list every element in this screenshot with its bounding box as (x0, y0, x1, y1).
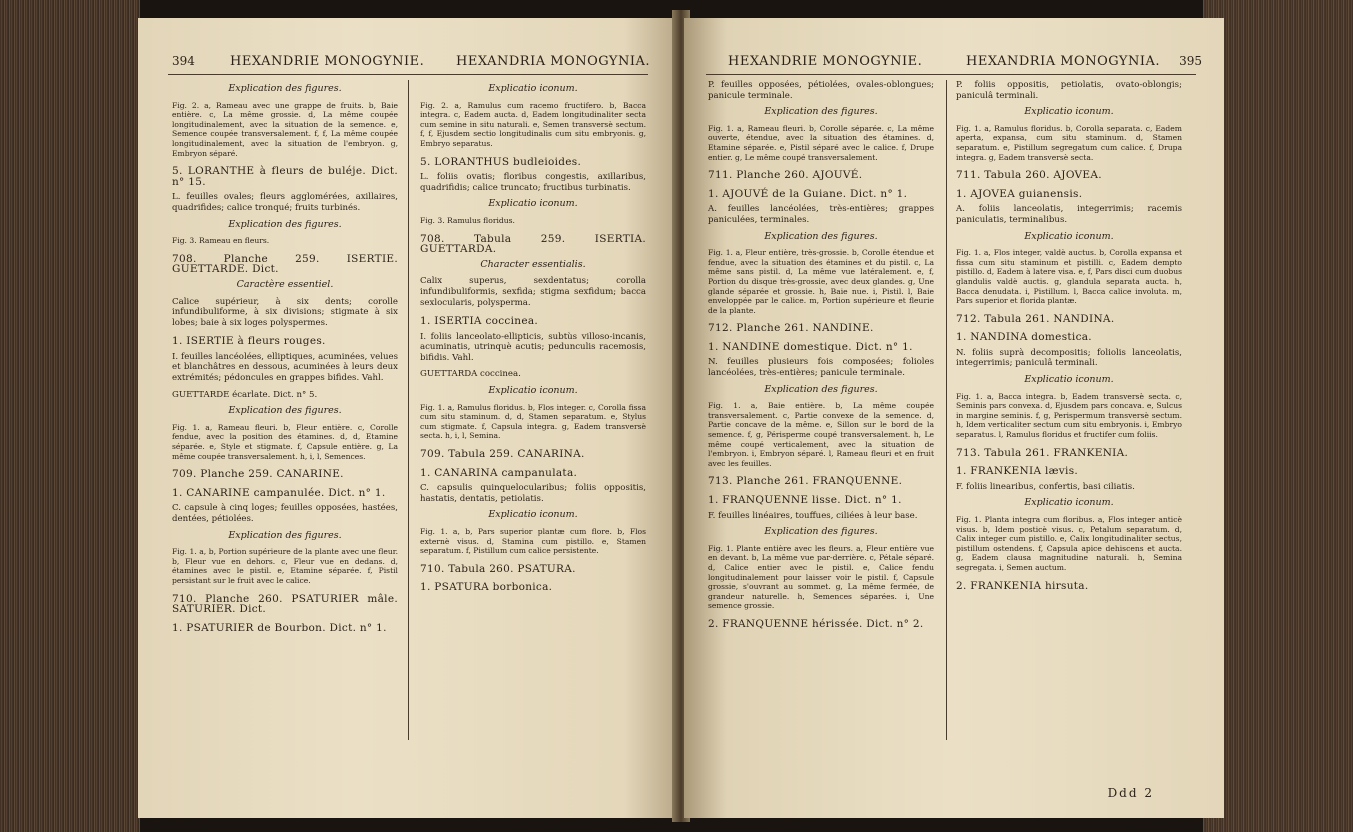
subheading: Explication des figures. (764, 526, 878, 538)
paragraph: Fig. 1. a, b, Portion supérieure de la plante avec une fleur. b, Fleur vue en dehors. c, Fleur vue en dedans. d, étamines avec le pistil. e, Etamine séparée. f, Pistil persistant sur le fruit avec le calice. (172, 547, 398, 585)
left-page (138, 18, 678, 818)
column-divider-right (946, 80, 947, 740)
subheading: Explication des figures. (228, 218, 342, 230)
paragraph: Fig. 1. a, Flos integer, valdè auctus. b, Corolla expansa et fissa cum situ staminum et pistilli. c, Eadem dempto pistillo. d, Eadem à latere visa. e, f, Pars disci cum duobus glandulis valdè auctis. g, glandula separata aucta. h, Bacca denudata. i, Pistillum. l, Bacca calice involuta. m, Pars superior et florida plantæ. (956, 248, 1182, 306)
paragraph: C. capsule à cinq loges; feuilles opposées, hastées, dentées, pétiolées. (172, 503, 398, 524)
paragraph: Fig. 2. a, Ramulus cum racemo fructifero. b, Bacca integra. c, Eadem aucta. d, Eadem longitudinaliter secta cum semine in situ naturali. e, Semen transversè sectum. f, f, Ejusdem sectio longitudinalis cum situ embryonis. g, Embryo separatus. (420, 100, 646, 148)
paragraph: Fig. 1. a, Baie entière. b, La même coupée transversalement. c, Partie convexe de la semence. d, Partie concave de la même. e, Sillon sur le bord de la semence. f, g, Périsperme coupé transversalement. h, Le même coupé verticalement, avec la situation de l'embryon. i, Embryon séparé. l, Rameau fleuri et en fruit avec les feuilles. (708, 401, 934, 468)
subheading: Explication des figures. (764, 230, 878, 242)
paragraph: L. feuilles ovales; fleurs agglomérées, axillaires, quadrifides; calice tronqué; fruits turbinés. (172, 192, 398, 213)
header-rule-right (706, 74, 1196, 75)
section-heading: 709. Planche 259. CANARINE. (172, 468, 344, 481)
section-heading: 2. FRANKENIA hirsuta. (956, 579, 1089, 592)
paragraph: I. foliis lanceolato-ellipticis, subtùs villoso-incanis, acuminatis, utrinquè acutis; pedunculis racemosis, bifidis. Vahl. (420, 331, 646, 363)
paragraph: Fig. 3. Rameau en fleurs. (172, 236, 270, 246)
section-heading: 712. Tabula 261. NANDINA. (956, 312, 1115, 325)
left-column-latin (420, 80, 646, 598)
paragraph: Fig. 1. a, b, Pars superior plantæ cum flore. b, Flos externè visus. d, Stamina cum pistillo. e, Stamen separatum. f, Pistillum cum calice persistente. (420, 527, 646, 556)
subheading: Explication des figures. (228, 529, 342, 541)
paragraph: A. feuilles lancéolées, très-entières; grappes paniculées, terminales. (708, 204, 934, 225)
section-heading: 713. Tabula 261. FRANKENIA. (956, 446, 1129, 459)
paragraph: F. feuilles linéaires, touffues, ciliées à leur base. (708, 510, 918, 521)
paragraph: C. capsulis quinquelocularibus; foliis oppositis, hastatis, dentatis, petiolatis. (420, 483, 646, 504)
section-heading: 710. Tabula 260. PSATURA. (420, 562, 576, 575)
paragraph: Calice supérieur, à six dents; corolle infundibuliforme, à six divisions; stigmate à six lobes; baie à six loges polyspermes. (172, 296, 398, 328)
section-heading: 1. NANDINE domestique. Dict. n° 1. (708, 340, 913, 353)
column-header-left-2: HEXANDRIA MONOGYNIA. (456, 54, 651, 69)
paragraph: P. feuilles opposées, pétiolées, ovales-oblongues; panicule terminale. (708, 80, 934, 101)
book-edge-right (1203, 0, 1353, 832)
section-heading: 1. CANARINA campanulata. (420, 466, 578, 479)
column-divider-left (408, 80, 409, 740)
section-heading: 711. Planche 260. AJOUVÉ. (708, 169, 863, 182)
subheading: Explicatio iconum. (488, 385, 578, 397)
subheading: Explication des figures. (764, 106, 878, 118)
section-heading: 708. Planche 259. ISERTIE. GUETTARDE. Dict. (172, 252, 398, 276)
section-heading: 708. Tabula 259. ISERTIA. GUETTARDA. (420, 232, 646, 256)
book-edge-left (0, 0, 140, 832)
section-heading: 1. CANARINE campanulée. Dict. n° 1. (172, 486, 386, 499)
section-heading: 1. AJOUVÉ de la Guiane. Dict. n° 1. (708, 187, 908, 200)
subheading: Explicatio iconum. (1024, 497, 1114, 509)
right-column-french (708, 80, 934, 635)
paragraph: Calix superus, sexdentatus; corolla infundibuliformis, sexfida; stigma sexfidum; bacca sexlocularis, polysperma. (420, 276, 646, 308)
column-header-right-1: HEXANDRIE MONOGYNIE. (728, 54, 923, 69)
page-number-right: 395 (1179, 54, 1202, 68)
section-heading: 1. PSATURIER de Bourbon. Dict. n° 1. (172, 621, 387, 634)
paragraph: Fig. 1. Plante entière avec les fleurs. a, Fleur entière vue en devant. b, La même vue par-derrière. c, Pétale séparé. d, Calice entier avec le pistil. e, Calice fendu longitudinalement pour laisser voir le pistil. f, Capsule grossie, s'ouvrant au sommet. g, La même fermée, de grandeur naturelle. h, Semences séparées. i, Une semence grossie. (708, 543, 934, 611)
paragraph: F. foliis linearibus, confertis, basi ciliatis. (956, 481, 1135, 492)
section-heading: 1. ISERTIA coccinea. (420, 315, 539, 328)
paragraph: Fig. 1. a, Rameau fleuri. b, Corolle séparée. c, La même ouverte, étendue, avec la situation des étamines. d, Etamine séparée. e, Pistil séparé avec le calice. f, Drupe entier. g, Le même coupé transversalement. (708, 123, 934, 162)
section-heading: 2. FRANQUENNE hérissée. Dict. n° 2. (708, 617, 924, 630)
paragraph: I. feuilles lancéolées, elliptiques, acuminées, velues et blanchâtres en dessous, acuminées à leurs deux extrémités; pédoncules en grappes bifides. Vahl. (172, 351, 398, 384)
section-heading: 712. Planche 261. NANDINE. (708, 322, 874, 335)
subheading: Character essentialis. (480, 258, 586, 270)
catchword: Ddd 2 (1107, 786, 1154, 800)
subheading: Explicatio iconum. (488, 198, 578, 210)
subheading: Explicatio iconum. (1024, 106, 1114, 118)
section-heading: 710. Planche 260. PSATURIER mâle. SATURIER. Dict. (172, 592, 398, 616)
subheading: Explicatio iconum. (1024, 230, 1114, 242)
section-heading: 5. LORANTHE à fleurs de buléje. Dict. n° 15. (172, 165, 398, 188)
paragraph: P. foliis oppositis, petiolatis, ovato-oblongis; paniculâ terminali. (956, 80, 1182, 101)
subheading: Explication des figures. (228, 83, 342, 94)
right-column-latin (956, 80, 1182, 596)
section-heading: 709. Tabula 259. CANARINA. (420, 448, 585, 461)
section-heading: 1. PSATURA borbonica. (420, 581, 553, 594)
subheading: Explicatio iconum. (1024, 374, 1114, 386)
page-number-left: 394 (172, 54, 195, 68)
subheading: Explicatio iconum. (488, 83, 578, 94)
subheading: Explication des figures. (764, 383, 878, 395)
paragraph: N. feuilles plusieurs fois composées; folioles lancéolées, très-entières; panicule terminale. (708, 357, 934, 379)
section-heading: 713. Planche 261. FRANQUENNE. (708, 475, 903, 488)
section-heading: 5. LORANTHUS budleioides. (420, 155, 582, 168)
subheading: Explication des figures. (228, 405, 342, 417)
paragraph: Fig. 1. a, Bacca integra. b, Eadem transversè secta. c, Seminis pars convexa. d, Ejusdem pars concava. e, Sulcus in margine seminis. f, g, Perispermum transversè sectum. h, Idem verticaliter sectum cum situ embryonis. i, Embryo separatus. l, Ramulus floridus et fructifer cum foliis. (956, 391, 1182, 440)
section-heading: 1. ISERTIE à fleurs rouges. (172, 335, 326, 348)
subheading: Explicatio iconum. (488, 509, 578, 521)
paragraph: Fig. 2. a, Rameau avec une grappe de fruits. b, Baie entière. c, La même grossie. d, La même coupée longitudinalement, avec la situation de la semence. e, Semence coupée transversalement. f, f, La même coupée longitudinalement, avec la situation de l'embryon. g, Embryon séparé. (172, 100, 398, 158)
header-rule-left (168, 74, 648, 75)
section-heading: 1. FRANQUENNE lisse. Dict. n° 1. (708, 494, 902, 506)
column-header-left-1: HEXANDRIE MONOGYNIE. (230, 54, 425, 69)
subheading: Caractère essentiel. (236, 278, 334, 290)
paragraph: Fig. 1. a, Fleur entière, très-grossie. b, Corolle étendue et fendue, avec la situation des étamines et du pistil. c, La même sans pistil. d, La même vue latéralement. e, f, Portion du disque très-grossie, avec deux glandes. g, Une glande séparée et grossie. h, Baie nue. i, Pistil. l, Baie enveloppée par le calice. m, Portion supérieure et fleurie de la plante. (708, 248, 934, 315)
paragraph: Fig. 1. Planta integra cum floribus. a, Flos integer anticè visus. b, Idem posticè visus. c, Petalum separatum. d, Calix integer cum pistillo. e, Calix longitudinaliter sectus, pistillum ostendens. f, Capsula apice dehiscens et aucta. g, Eadem clausa magnitudine naturali. h, Semina segregata. i, Semen auctum. (956, 515, 1182, 572)
paragraph: L. foliis ovatis; floribus congestis, axillaribus, quadrifidis; calice truncato; fructibus turbinatis. (420, 172, 646, 193)
section-heading: 1. FRANKENIA lævis. (956, 465, 1079, 478)
paragraph: Fig. 1. a, Ramulus floridus. b, Corolla separata. c, Eadem aperta, expansa, cum situ staminum. d, Stamen separatum. e, Pistillum segregatum cum calice. f, Drupa integra. g, Eadem transversè secta. (956, 123, 1182, 162)
paragraph: Fig. 3. Ramulus floridus. (420, 215, 515, 225)
paragraph: GUETTARDA coccinea. (420, 369, 521, 380)
paragraph: Fig. 1. a, Rameau fleuri. b, Fleur entière. c, Corolle fendue, avec la position des étamines. d, d, Etamine séparée. e, Style et stigmate. f, Capsule entière. g, La même coupée transversalement. h, i, l, Semences. (172, 422, 398, 461)
paragraph: Fig. 1. a, Ramulus floridus. b, Flos integer. c, Corolla fissa cum situ staminum. d, d, Stamen separatum. e, Stylus cum stigmate. f, Capsula integra. g, Eadem transversè secta. h, i, l, Semina. (420, 402, 646, 441)
paragraph: GUETTARDE écarlate. Dict. n° 5. (172, 389, 318, 400)
left-column-french (172, 80, 398, 638)
column-header-right-2: HEXANDRIA MONOGYNIA. (966, 54, 1161, 69)
right-page (684, 18, 1224, 818)
paragraph: A. foliis lanceolatis, integerrimis; racemis paniculatis, terminalibus. (956, 204, 1182, 225)
section-heading: 1. NANDINA domestica. (956, 331, 1092, 344)
section-heading: 1. AJOVEA guianensis. (956, 187, 1083, 200)
section-heading: 711. Tabula 260. AJOVEA. (956, 169, 1102, 182)
paragraph: N. foliis suprà decompositis; foliolis lanceolatis, integerrimis; paniculâ terminali. (956, 347, 1182, 369)
